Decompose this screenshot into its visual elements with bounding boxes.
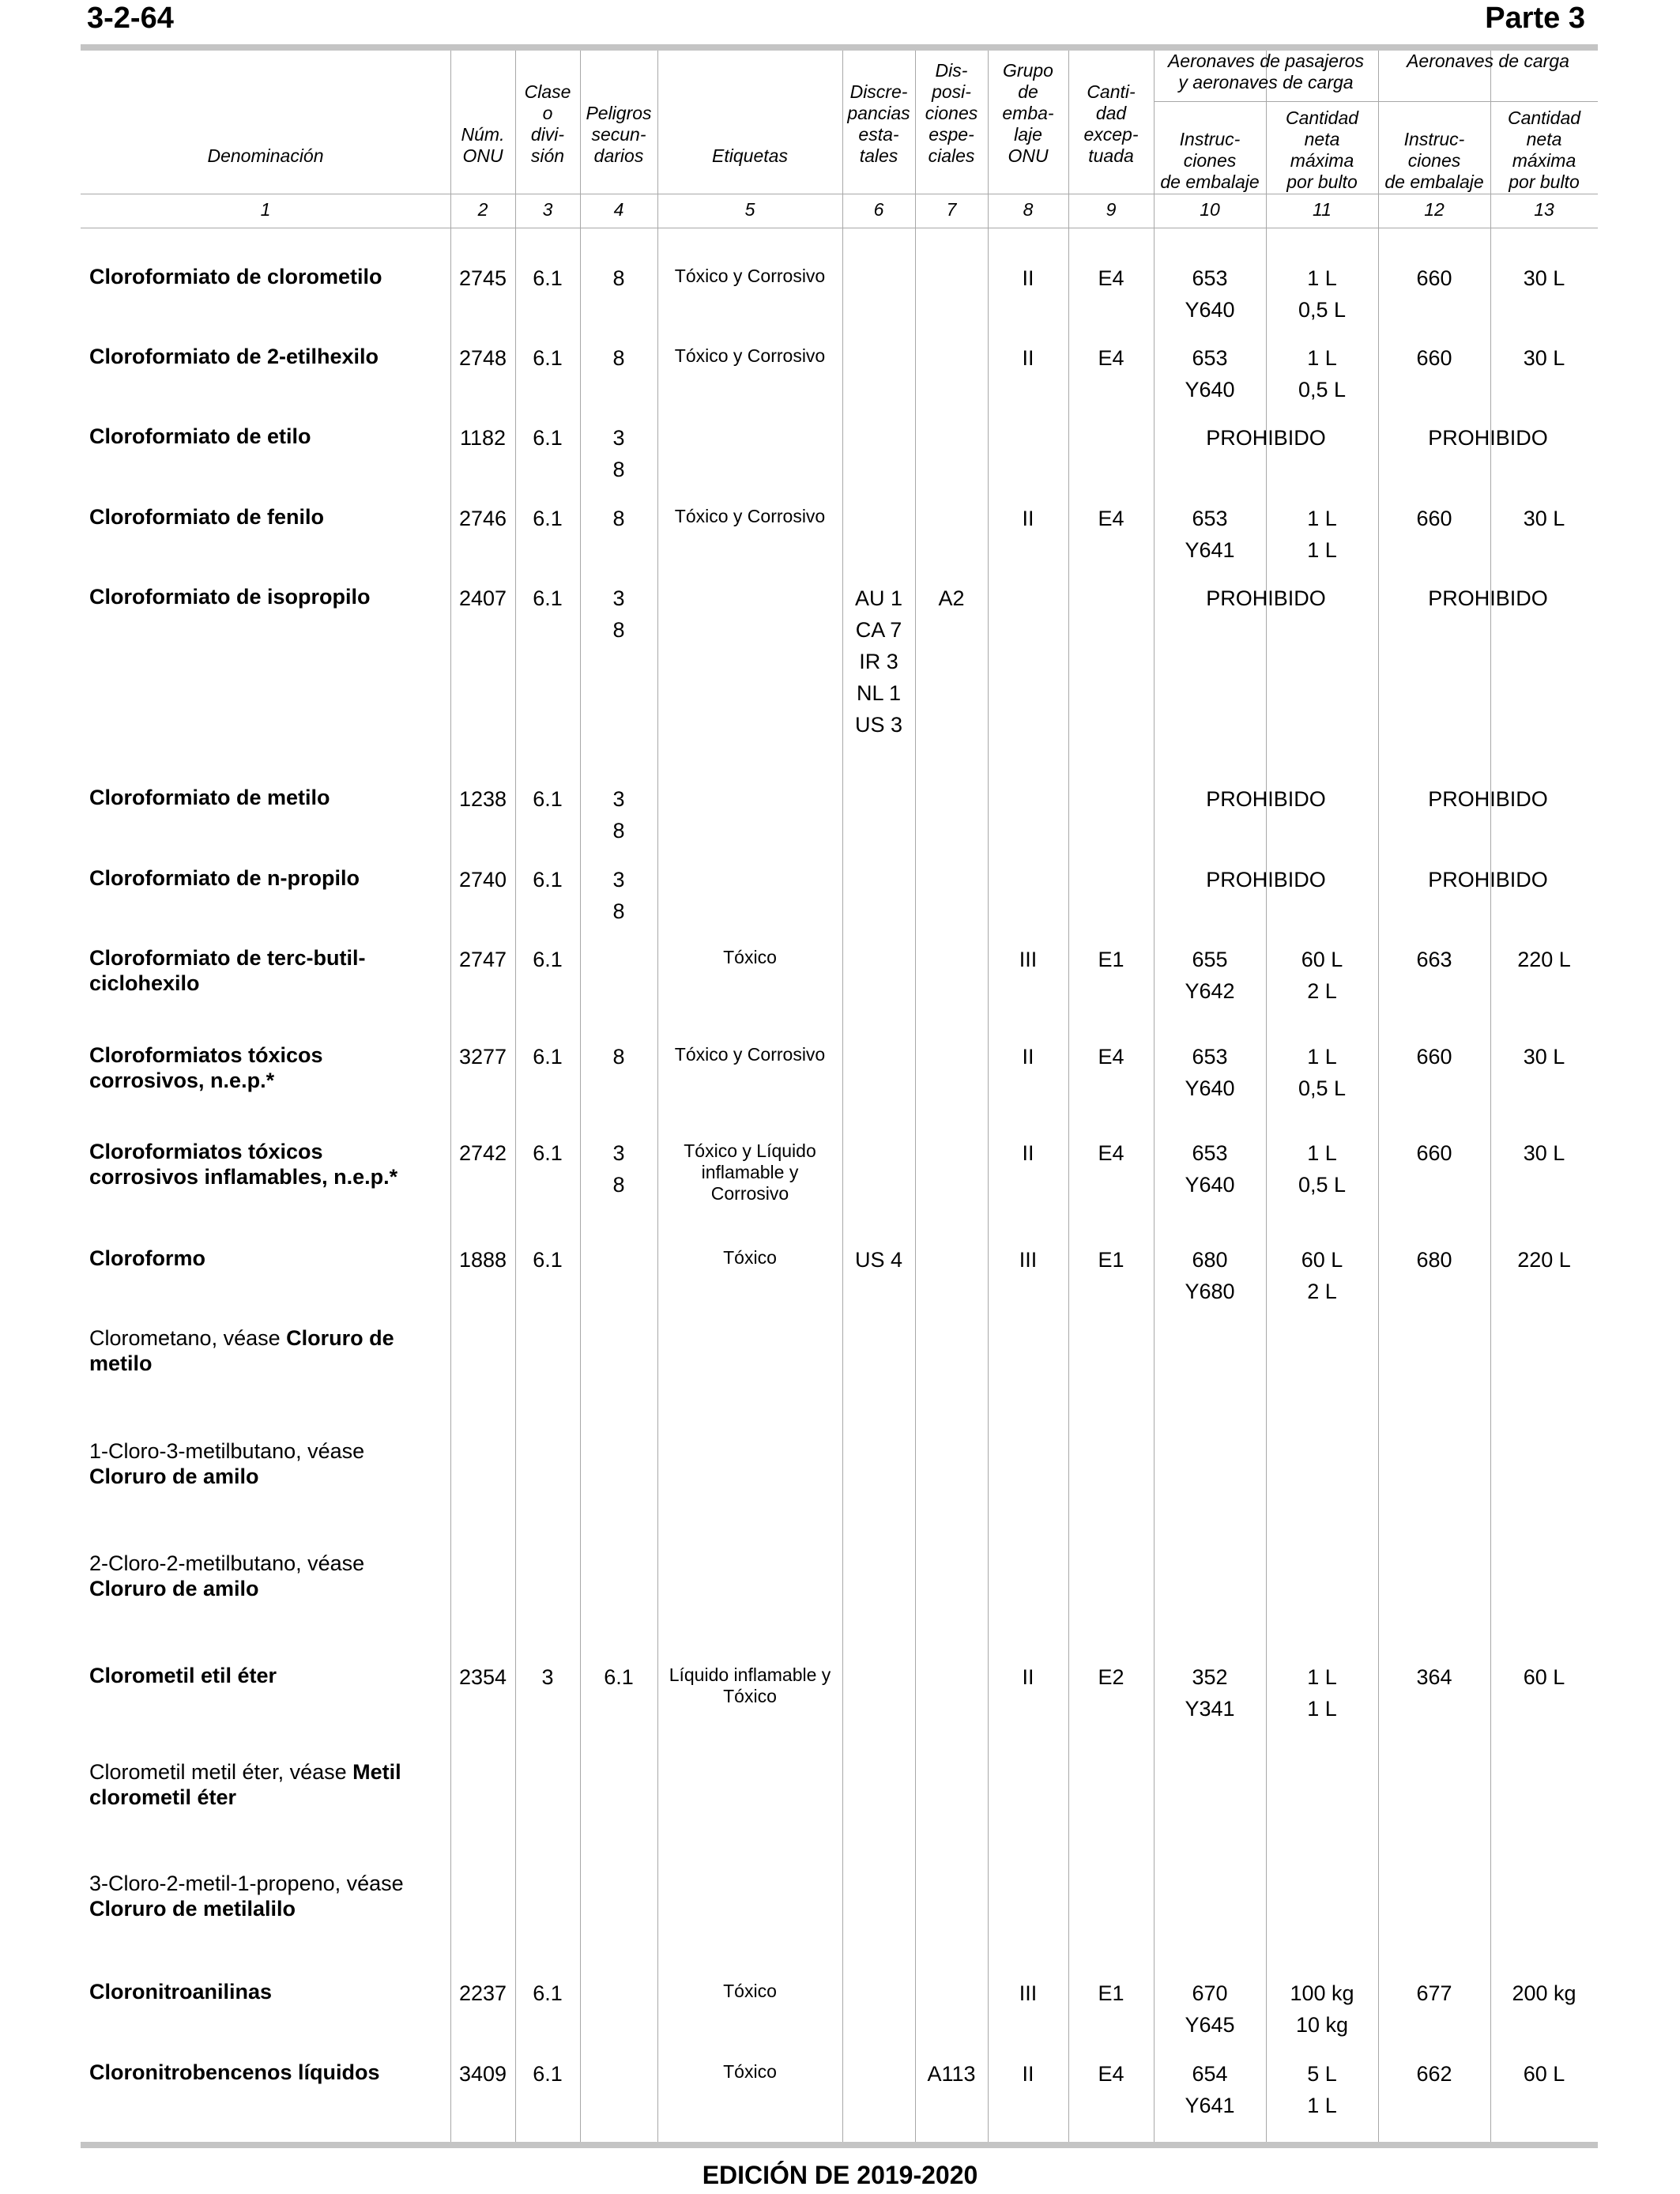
cell-qty-pax: 1 L 1 L <box>1307 507 1337 562</box>
cell-qty-cargo: 30 L <box>1523 507 1565 530</box>
substance-name <box>89 344 437 369</box>
cell-pi-pax: 655 Y642 <box>1185 948 1235 1003</box>
substance-name <box>89 1759 437 1810</box>
cross-reference: Cloruro de amilo <box>89 1465 259 1488</box>
cell-eq: E4 <box>1098 346 1124 370</box>
prohibited-passenger: PROHIBIDO <box>1206 787 1326 811</box>
substance-name <box>89 865 437 891</box>
cell-lbl: Tóxico y Corrosivo <box>674 506 826 526</box>
cell-eq: E1 <box>1098 948 1124 971</box>
cell-cls: 3 <box>541 1665 554 1689</box>
col-number: 13 <box>1534 199 1554 220</box>
cell-qty-pax: 60 L 2 L <box>1301 948 1343 1003</box>
cell-un: 2745 <box>458 266 507 290</box>
substance-name <box>89 1246 437 1271</box>
substance-name-bold: Cloroformiato de fenilo <box>89 505 324 529</box>
substance-name-plain: 1-Cloro-3-metilbutano, véase <box>89 1439 365 1463</box>
cell-un: 2407 <box>458 586 507 610</box>
cell-lbl: Tóxico <box>723 1247 777 1268</box>
cell-un: 1888 <box>458 1248 507 1272</box>
cell-qty-pax: 5 L 1 L <box>1307 2062 1337 2117</box>
cell-sec: 3 8 <box>612 868 625 923</box>
header-discrepancias: Discre- pancias esta- tales <box>847 81 910 166</box>
cell-eq: E4 <box>1098 1141 1124 1165</box>
prohibited-cargo: PROHIBIDO <box>1428 426 1548 450</box>
cell-eq: E4 <box>1098 2062 1124 2086</box>
cell-lbl: Tóxico y Corrosivo <box>674 1044 826 1065</box>
col-number: 2 <box>477 199 488 220</box>
substance-name-plain: Clorometano, véase <box>89 1326 287 1350</box>
cell-un: 2747 <box>458 948 507 971</box>
substance-name <box>89 264 437 289</box>
substance-name <box>89 1438 437 1489</box>
cell-qty-cargo: 60 L <box>1523 1665 1565 1689</box>
cell-cls: 6.1 <box>533 2062 563 2086</box>
cell-lbl: Tóxico y Corrosivo <box>674 345 826 366</box>
cell-pg: III <box>1019 1248 1038 1272</box>
col-number: 10 <box>1200 199 1220 220</box>
col-number: 1 <box>260 199 271 220</box>
cell-un: 3277 <box>458 1045 507 1069</box>
col-number: 11 <box>1313 199 1332 220</box>
cell-pg: II <box>1022 507 1034 530</box>
header-etiquetas: Etiquetas <box>712 145 788 166</box>
header-instrucciones-pax: Instruc- ciones de embalaje <box>1160 129 1260 192</box>
cell-pi-pax: 654 Y641 <box>1185 2062 1235 2117</box>
substance-name-plain: Clorometil metil éter, véase <box>89 1760 353 1784</box>
cell-pi-cargo: 660 <box>1416 1045 1452 1069</box>
cell-pi-pax: 653 Y640 <box>1185 346 1235 401</box>
header-num-onu: Núm. ONU <box>461 124 505 166</box>
cell-sec: 8 <box>612 346 625 370</box>
cell-sec: 3 8 <box>612 586 625 642</box>
substance-name <box>89 1139 437 1189</box>
substance-name-bold: Cloroformiatos tóxicos corrosivos inflamables, n.e.p.* <box>89 1140 398 1189</box>
cell-lbl: Líquido inflamable y Tóxico <box>669 1664 831 1706</box>
cell-pi-cargo: 680 <box>1416 1248 1452 1272</box>
col-number: 12 <box>1424 199 1445 220</box>
substance-name <box>89 785 437 810</box>
substance-name <box>89 584 437 609</box>
cell-cls: 6.1 <box>533 868 563 892</box>
cell-qty-cargo: 200 kg <box>1512 1981 1576 2005</box>
col-number: 3 <box>542 199 553 220</box>
substance-name <box>89 945 437 996</box>
substance-name <box>89 1551 437 1601</box>
cell-qty-pax: 1 L 0,5 L <box>1298 1045 1347 1100</box>
col-number: 4 <box>613 199 624 220</box>
col-number: 8 <box>1023 199 1034 220</box>
header-denominacion: Denominación <box>207 145 324 166</box>
cell-un: 2740 <box>458 868 507 892</box>
cell-pi-cargo: 660 <box>1416 266 1452 290</box>
top-rule <box>81 44 1598 51</box>
cell-pi-pax: 680 Y680 <box>1185 1248 1235 1303</box>
cell-cls: 6.1 <box>533 1248 563 1272</box>
page-number: 3-2-64 <box>87 2 174 35</box>
cell-qty-pax: 1 L 0,5 L <box>1298 1141 1347 1197</box>
cross-reference: Metil clorometil éter <box>89 1760 401 1809</box>
prohibited-cargo: PROHIBIDO <box>1428 787 1548 811</box>
cell-qty-cargo: 30 L <box>1523 1045 1565 1069</box>
header-cantidad-exceptuada: Canti- dad excep- tuada <box>1083 81 1139 166</box>
substance-name-plain: 2-Cloro-2-metilbutano, véase <box>89 1551 365 1575</box>
substance-name-bold: Cloroformiatos tóxicos corrosivos, n.e.p.* <box>89 1043 323 1092</box>
col-number: 6 <box>873 199 884 220</box>
cell-qty-pax: 60 L 2 L <box>1301 1248 1343 1303</box>
cell-sec: 8 <box>612 507 625 530</box>
cell-sec: 8 <box>612 266 625 290</box>
cell-sec: 6.1 <box>604 1665 634 1689</box>
cell-pi-cargo: 660 <box>1416 346 1452 370</box>
cell-qty-pax: 1 L 0,5 L <box>1298 346 1347 401</box>
cell-prov: A113 <box>927 2062 976 2086</box>
substance-name-bold: Cloroformiato de isopropilo <box>89 585 371 609</box>
substance-name-bold: Cloroformo <box>89 1246 205 1270</box>
cross-reference: Cloruro de metilo <box>89 1326 394 1375</box>
substance-name-bold: Cloroformiato de 2-etilhexilo <box>89 345 379 368</box>
cell-cls: 6.1 <box>533 948 563 971</box>
substance-name <box>89 504 437 530</box>
cell-lbl: Tóxico <box>723 1981 777 2001</box>
cell-un: 2742 <box>458 1141 507 1165</box>
cell-qty-cargo: 60 L <box>1523 2062 1565 2086</box>
cell-pi-pax: 653 Y640 <box>1185 1141 1235 1197</box>
cell-cls: 6.1 <box>533 346 563 370</box>
header-clase: Clase o divi- sión <box>524 81 571 166</box>
cell-lbl: Tóxico y Líquido inflamable y Corrosivo <box>684 1140 816 1204</box>
substance-name-bold: Cloroformiato de terc-butil- ciclohexilo <box>89 946 366 995</box>
cell-qty-pax: 1 L 0,5 L <box>1298 266 1347 322</box>
cell-qty-cargo: 30 L <box>1523 1141 1565 1165</box>
col-divider <box>915 51 916 2142</box>
cell-un: 2748 <box>458 346 507 370</box>
substance-name-plain: 3-Cloro-2-metil-1-propeno, véase <box>89 1872 404 1895</box>
substance-name-bold: Cloroformiato de metilo <box>89 786 330 809</box>
cell-cls: 6.1 <box>533 266 563 290</box>
cell-pg: II <box>1022 1045 1034 1069</box>
cell-pi-cargo: 364 <box>1416 1665 1452 1689</box>
cell-pg: III <box>1019 1981 1038 2005</box>
cell-pi-cargo: 662 <box>1416 2062 1452 2086</box>
cell-pi-pax: 653 Y640 <box>1185 266 1235 322</box>
cell-un: 2354 <box>458 1665 507 1689</box>
cell-pg: II <box>1022 2062 1034 2086</box>
prohibited-passenger: PROHIBIDO <box>1206 586 1326 610</box>
group-header-divider <box>1154 101 1598 102</box>
cell-cls: 6.1 <box>533 1141 563 1165</box>
cell-cls: 6.1 <box>533 787 563 811</box>
cell-sec: 3 8 <box>612 787 625 843</box>
cell-pi-cargo: 663 <box>1416 948 1452 971</box>
cell-pi-cargo: 660 <box>1416 507 1452 530</box>
header-grupo-embalaje: Grupo de emba- laje ONU <box>1002 60 1054 166</box>
col-divider <box>842 51 843 2142</box>
part-label: Parte 3 <box>1485 2 1585 35</box>
cell-qty-pax: 100 kg 10 kg <box>1290 1981 1354 2037</box>
cell-eq: E1 <box>1098 1248 1124 1272</box>
header-instrucciones-cargo: Instruc- ciones de embalaje <box>1384 129 1484 192</box>
col-number: 7 <box>946 199 957 220</box>
substance-name-bold: Cloroformiato de n-propilo <box>89 866 360 890</box>
substance-name <box>89 1042 437 1093</box>
cell-cls: 6.1 <box>533 507 563 530</box>
substance-name-bold: Clorometil etil éter <box>89 1664 277 1687</box>
cell-eq: E4 <box>1098 507 1124 530</box>
cross-reference: Cloruro de amilo <box>89 1577 259 1600</box>
cross-reference: Cloruro de metilalilo <box>89 1897 296 1921</box>
prohibited-cargo: PROHIBIDO <box>1428 868 1548 892</box>
cell-pg: II <box>1022 266 1034 290</box>
prohibited-cargo: PROHIBIDO <box>1428 586 1548 610</box>
header-group-passenger: Aeronaves de pasajeros y aeronaves de carga <box>1167 51 1365 92</box>
cell-cls: 6.1 <box>533 586 563 610</box>
col-number: 5 <box>744 199 755 220</box>
cell-qty-pax: 1 L 1 L <box>1307 1665 1337 1721</box>
cell-un: 2746 <box>458 507 507 530</box>
bottom-rule <box>81 2142 1598 2148</box>
cell-eq: E1 <box>1098 1981 1124 2005</box>
cell-qty-cargo: 220 L <box>1517 1248 1571 1272</box>
header-cantidad-cargo: Cantidad neta máxima por bulto <box>1507 107 1581 192</box>
prohibited-passenger: PROHIBIDO <box>1206 426 1326 450</box>
cell-un: 2237 <box>458 1981 507 2005</box>
substance-name <box>89 1325 437 1376</box>
cell-un: 3409 <box>458 2062 507 2086</box>
cell-cls: 6.1 <box>533 426 563 450</box>
header-peligros: Peligros secun- darios <box>586 103 652 166</box>
cell-pg: II <box>1022 1141 1034 1165</box>
cell-qty-cargo: 30 L <box>1523 346 1565 370</box>
cell-eq: E2 <box>1098 1665 1124 1689</box>
cell-pi-pax: 352 Y341 <box>1185 1665 1235 1721</box>
col-number: 9 <box>1106 199 1117 220</box>
substance-name-bold: Cloroformiato de clorometilo <box>89 265 382 288</box>
cell-qty-cargo: 220 L <box>1517 948 1571 971</box>
cell-sec: 3 8 <box>612 1141 625 1197</box>
substance-name-bold: Cloronitrobencenos líquidos <box>89 2060 380 2084</box>
substance-name <box>89 424 437 449</box>
cell-lbl: Tóxico <box>723 2061 777 2082</box>
cell-un: 1182 <box>459 426 507 450</box>
substance-name <box>89 1979 437 2004</box>
substance-name-bold: Cloroformiato de etilo <box>89 424 311 448</box>
cell-pi-pax: 653 Y640 <box>1185 1045 1235 1100</box>
cell-cls: 6.1 <box>533 1045 563 1069</box>
cell-eq: E4 <box>1098 266 1124 290</box>
edition-footer: EDICIÓN DE 2019-2020 <box>702 2161 978 2189</box>
prohibited-passenger: PROHIBIDO <box>1206 868 1326 892</box>
substance-name <box>89 2060 437 2085</box>
cell-un: 1238 <box>458 787 507 811</box>
cell-eq: E4 <box>1098 1045 1124 1069</box>
cell-pi-pax: 653 Y641 <box>1185 507 1235 562</box>
cell-pg: III <box>1019 948 1038 971</box>
cell-qty-cargo: 30 L <box>1523 266 1565 290</box>
cell-pi-cargo: 660 <box>1416 1141 1452 1165</box>
substance-name <box>89 1663 437 1688</box>
cell-pi-pax: 670 Y645 <box>1185 1981 1235 2037</box>
header-cantidad-pax: Cantidad neta máxima por bulto <box>1285 107 1359 192</box>
header-group-cargo: Aeronaves de carga <box>1407 51 1569 71</box>
header-disposiciones: Dis- posi- ciones espe- ciales <box>925 60 978 166</box>
cell-sec: 8 <box>612 1045 625 1069</box>
cell-disc: AU 1 CA 7 IR 3 NL 1 US 3 <box>854 586 903 737</box>
cell-lbl: Tóxico y Corrosivo <box>674 266 826 286</box>
cell-disc: US 4 <box>854 1248 903 1272</box>
cell-pg: II <box>1022 346 1034 370</box>
cell-lbl: Tóxico <box>723 947 777 967</box>
cell-sec: 3 8 <box>612 426 625 481</box>
substance-name <box>89 1871 437 1921</box>
cell-pi-cargo: 677 <box>1416 1981 1452 2005</box>
cell-prov: A2 <box>938 586 965 610</box>
cell-cls: 6.1 <box>533 1981 563 2005</box>
cell-pg: II <box>1022 1665 1034 1689</box>
substance-name-bold: Cloronitroanilinas <box>89 1980 273 2004</box>
